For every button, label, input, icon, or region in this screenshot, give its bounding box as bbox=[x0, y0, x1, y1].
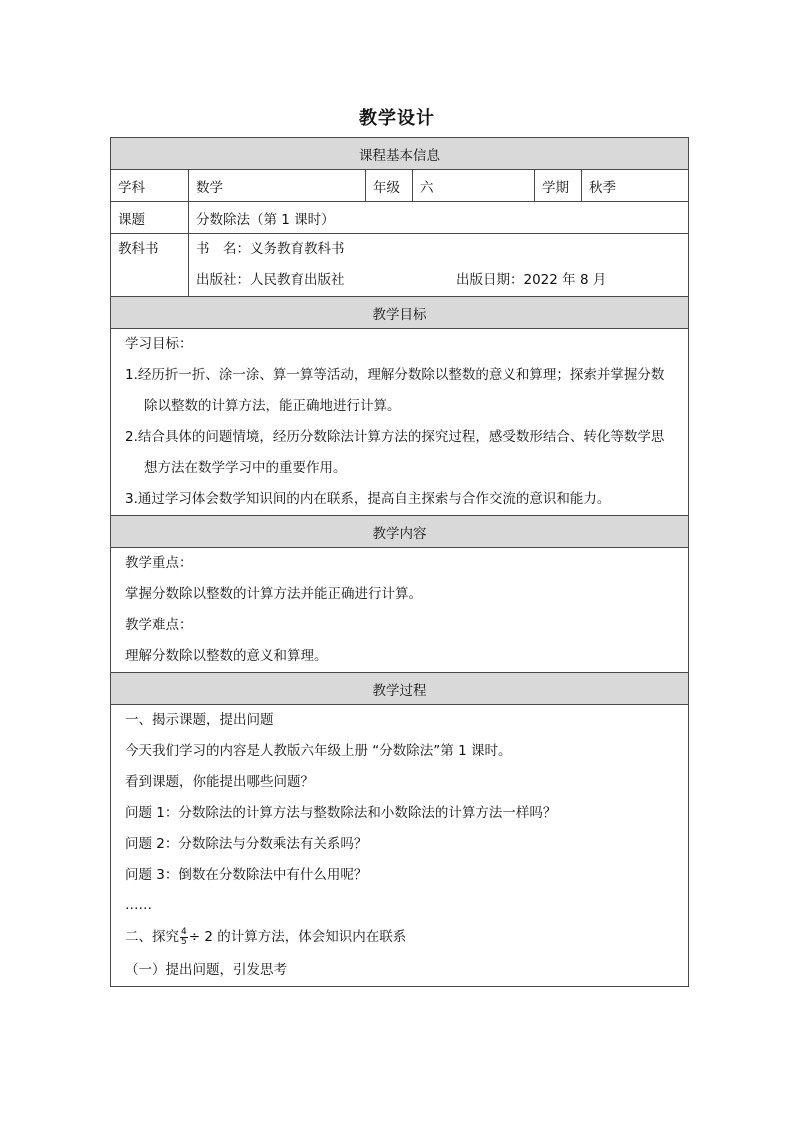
objective-line: 想方法在数学学习中的重要作用。 bbox=[144, 460, 347, 476]
book-name: 书 名：义务教育教科书 bbox=[196, 241, 345, 257]
objective-line: 3.通过学习体会数学知识间的内在联系，提高自主探索与合作交流的意识和能力。 bbox=[125, 491, 611, 507]
sub-heading: （一）提出问题，引发思考 bbox=[125, 962, 287, 978]
process-line: 一、揭示课题，提出问题 bbox=[125, 712, 274, 728]
textbook-label: 教科书 bbox=[111, 234, 189, 297]
objective-line: 1.经历折一折、涂一涂、算一算等活动，理解分数除以整数的意义和算理；探索并掌握分数 bbox=[125, 367, 665, 383]
grade-value: 六 bbox=[413, 170, 535, 202]
row-subject bbox=[111, 170, 689, 202]
row-objectives bbox=[111, 329, 689, 516]
term-value: 秋季 bbox=[582, 170, 689, 202]
content-line: 教学难点： bbox=[125, 617, 193, 633]
process-line: 问题 1：分数除法的计算方法与整数除法和小数除法的计算方法一样吗？ bbox=[125, 805, 557, 821]
section-header-basic-info bbox=[111, 138, 689, 170]
topic-label: 课题 bbox=[111, 202, 189, 234]
topic-value: 分数除法（第 1 课时） bbox=[189, 202, 689, 234]
content-header: 教学内容 bbox=[111, 516, 689, 548]
section-header-objectives bbox=[111, 297, 689, 329]
document-title: 教学设计 bbox=[359, 108, 435, 129]
process-header: 教学过程 bbox=[111, 673, 689, 705]
fraction-denominator: 5 bbox=[181, 936, 187, 947]
objectives-body bbox=[111, 329, 689, 516]
content-line: 理解分数除以整数的意义和算理。 bbox=[125, 648, 328, 664]
process-line: 看到课题，你能提出哪些问题？ bbox=[125, 774, 314, 790]
objective-line: 除以整数的计算方法，能正确地进行计算。 bbox=[144, 398, 401, 414]
subject-value: 数学 bbox=[189, 170, 366, 202]
content-line: 掌握分数除以整数的计算方法并能正确进行计算。 bbox=[125, 586, 422, 602]
content-body bbox=[111, 548, 689, 673]
objective-line: 2.结合具体的问题情境，经历分数除法计算方法的探究过程，感受数形结合、转化等数学思 bbox=[125, 429, 665, 445]
grade-label: 年级 bbox=[366, 170, 413, 202]
publish-date: 出版日期：2022 年 8 月 bbox=[456, 272, 607, 288]
process-line: …… bbox=[125, 897, 152, 913]
textbook-info bbox=[189, 234, 689, 297]
section-header-process bbox=[111, 673, 689, 705]
process-line: 问题 2：分数除法与分数乘法有关系吗？ bbox=[125, 836, 368, 852]
subject-label: 学科 bbox=[111, 170, 189, 202]
explore-suffix: ÷ 2 的计算方法，体会知识内在联系 bbox=[188, 929, 407, 945]
section-header-content bbox=[111, 516, 689, 548]
row-content bbox=[111, 548, 689, 673]
process-line: 问题 3：倒数在分数除法中有什么用呢？ bbox=[125, 867, 368, 883]
content-line: 教学重点： bbox=[125, 555, 193, 571]
objective-line: 学习目标： bbox=[125, 336, 193, 352]
term-label: 学期 bbox=[535, 170, 582, 202]
row-topic bbox=[111, 202, 689, 234]
fraction bbox=[180, 928, 188, 947]
explore-line bbox=[118, 920, 681, 955]
row-process bbox=[111, 705, 689, 987]
fraction-numerator: 4 bbox=[181, 926, 187, 937]
publisher-line bbox=[196, 265, 681, 296]
process-line: 今天我们学习的内容是人教版六年级上册 “分数除法”第 1 课时。 bbox=[125, 743, 512, 759]
basic-info-header: 课程基本信息 bbox=[111, 138, 689, 170]
process-body bbox=[111, 705, 689, 987]
row-textbook bbox=[111, 234, 689, 297]
publisher: 出版社：人民教育出版社 bbox=[196, 272, 345, 288]
lesson-plan-table bbox=[110, 137, 689, 987]
explore-prefix: 二、探究 bbox=[125, 929, 179, 945]
objectives-header: 教学目标 bbox=[111, 297, 689, 329]
